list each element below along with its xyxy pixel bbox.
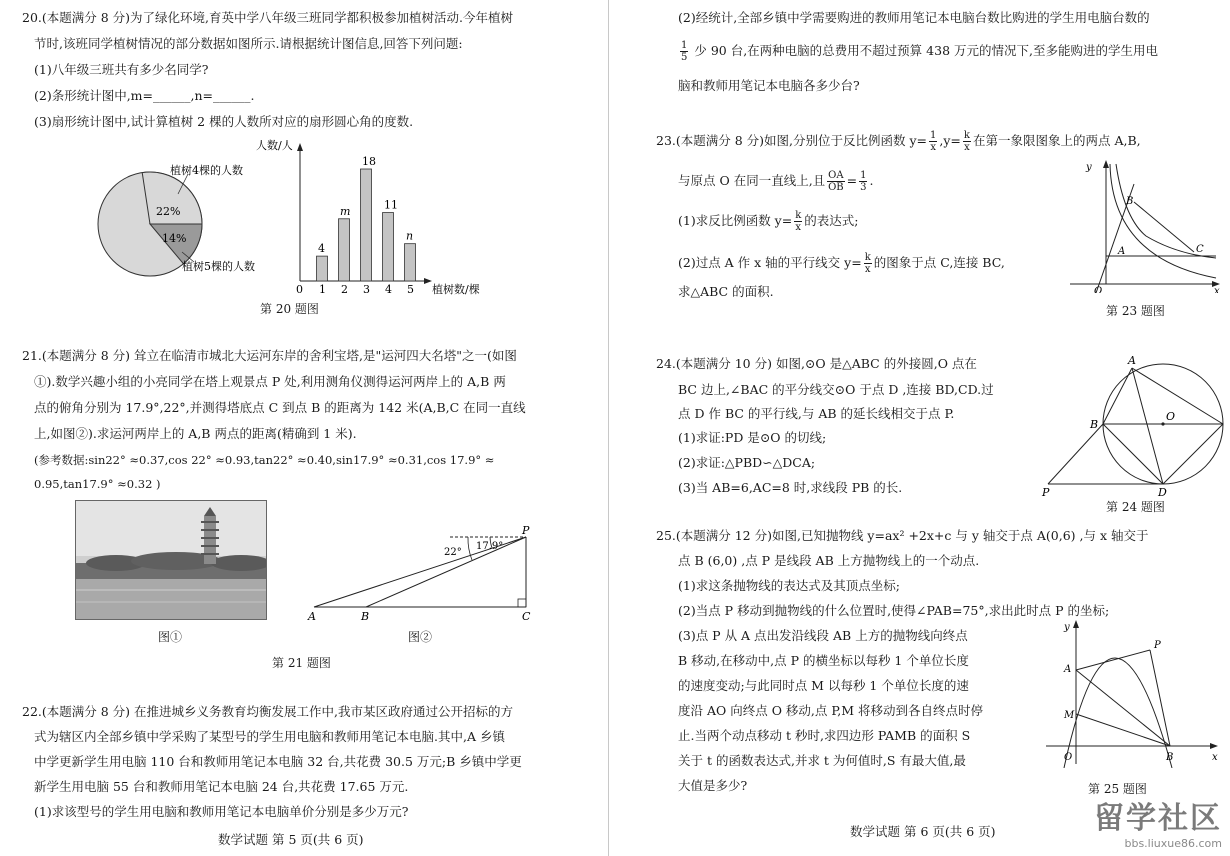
angle-diagram (300, 525, 540, 625)
angle-17-label: 17.9° (476, 541, 504, 552)
watermark (1094, 793, 1222, 850)
q24-d: D (1158, 486, 1167, 497)
q24-a: A (1128, 354, 1136, 367)
q22b-line-1: (2)经统计,全部乡镇中学需要购进的教师用笔记本电脑台数比购进的学生用电脑台数的 (678, 10, 1150, 25)
q24-b: B (1090, 418, 1099, 431)
q24-cd (1163, 424, 1223, 484)
q23-o-label: O (1094, 286, 1103, 293)
q23-curve-1x (1110, 164, 1216, 278)
q23-line-1c: 在第一象限图象上的两点 A,B, (972, 133, 1141, 148)
q21-line-2: ①).数学兴趣小组的小亮同学在塔上观景点 P 处,利用测角仪测得运河两岸上的 A,B 两 (34, 374, 506, 389)
q24-line-5: (2)求证:△PBD∽△DCA; (678, 455, 816, 470)
q23-f1-num: 1 (930, 130, 937, 141)
q23-y-arrow (1103, 160, 1109, 168)
q24-ad (1132, 368, 1163, 484)
q24-ab (1103, 368, 1132, 424)
q24-o: O (1166, 410, 1176, 423)
q23-c-label: C (1196, 244, 1204, 255)
bar (383, 213, 394, 281)
q23-line-1a: 23.(本题满分 8 分)如图,分别位于反比例函数 y= (656, 133, 928, 148)
q24-p: P (1042, 486, 1050, 497)
q24-ac (1132, 368, 1223, 424)
bar (339, 219, 350, 281)
pie-label-22: 22% (156, 205, 181, 218)
q22b-line-3: 脑和教师用笔记本电脑各多少台? (678, 78, 860, 93)
right-footer: 数学试题 第 6 页(共 6 页) (850, 824, 996, 839)
q25-p-label: P (1154, 640, 1161, 651)
q23-line-5: 求△ABC 的面积. (678, 284, 774, 299)
pie-label-14: 14% (162, 232, 187, 245)
q25-o-label: O (1064, 752, 1073, 763)
x-tick-label: 2 (341, 283, 348, 295)
q22-line-4: 新学生用电脑 55 台和教师用笔记本电脑 24 台,共花费 17.65 万元. (34, 779, 409, 794)
left-page (0, 0, 600, 856)
q23-line-4 (678, 252, 1005, 275)
q25-line-2: 点 B (6,0) ,点 P 是线段 AB 上方抛物线上的一个动点. (678, 553, 980, 568)
q24-line-6: (3)当 AB=6,AC=8 时,求线段 PB 的长. (678, 480, 903, 495)
x-tick-label: 5 (407, 283, 414, 295)
q22b-line-2 (678, 40, 1158, 63)
q21-line-1: 21.(本题满分 8 分) 耸立在临清市城北大运河东岸的舍利宝塔,是"运河四大名塔"之一(如图 (22, 348, 517, 363)
point-a: A (308, 610, 316, 623)
pagoda-photo (75, 500, 267, 620)
q24-line-4: (1)求证:PD 是⊙O 的切线; (678, 430, 827, 445)
q21-line-5: (参考数据:sin22° ≈0.37,cos 22° ≈0.93,tan22° ≈0.40,sin17.9° ≈0.31,cos 17.9° ≈ (34, 453, 495, 467)
q23-frac-2 (963, 130, 971, 153)
x-axis-arrow (424, 278, 432, 284)
q23-line-2 (678, 170, 873, 193)
bar (361, 169, 372, 281)
q21-caption: 第 21 题图 (272, 656, 331, 670)
q25-line-1: 25.(本题满分 12 分)如图,已知抛物线 y=ax² +2x+c 与 y 轴交于点 A(0,6) ,与 x 轴交于 (656, 528, 1149, 543)
watermark-logo: 留学社区 (1094, 801, 1222, 836)
pie-label-bottom: 植树5棵的人数 (182, 260, 255, 273)
page-divider (608, 0, 609, 856)
q23-b-label: B (1126, 196, 1134, 207)
pie-label-top: 植树4棵的人数 (170, 164, 243, 177)
angle-22-label: 22° (444, 547, 462, 558)
q23-frac-4 (864, 252, 872, 275)
q20-line-1: 20.(本题满分 8 分)为了绿化环境,育英中学八年级三班同学都积极参加植树活动.今年植树 (22, 10, 513, 25)
q22-line-2: 式为辖区内全部乡镇中学采购了某型号的学生用电脑和教师用笔记本电脑.其中,A 乡镇 (34, 729, 505, 744)
q23-ratio-den: OB (828, 182, 844, 193)
q25-graph (1042, 618, 1222, 768)
bar (317, 256, 328, 281)
q25-mb (1076, 714, 1170, 746)
q21-line-6: 0.95,tan17.9° ≈0.32 ) (34, 477, 161, 491)
q25-line-11: 大值是多少? (678, 778, 748, 793)
bar-data-label: 11 (384, 198, 398, 212)
q23-line-2c: . (869, 173, 874, 188)
point-c: C (522, 610, 531, 623)
q25-ab (1076, 670, 1170, 746)
bar-data-label: n (406, 229, 414, 243)
point-p: P (522, 525, 530, 537)
bar (405, 244, 416, 281)
y-axis-label: 人数/人 (256, 139, 293, 152)
q25-x-arrow (1210, 743, 1218, 749)
q25-y-arrow (1073, 620, 1079, 628)
left-footer: 数学试题 第 5 页(共 6 页) (218, 832, 364, 847)
q23-line-2b: = (846, 173, 858, 188)
q22b-frac-den: 5 (681, 52, 688, 63)
q22b-fraction (680, 40, 688, 63)
fig2-caption: 图② (408, 630, 433, 644)
q23-f1-den: x (930, 142, 937, 153)
point-b: B (361, 610, 370, 623)
q23-f4-den: x (864, 264, 871, 275)
y-axis-arrow (297, 143, 303, 151)
q23-ratio-val (859, 170, 867, 193)
bar-data-label: m (340, 204, 351, 218)
q23-line-2a: 与原点 O 在同一直线上,且 (678, 173, 826, 188)
angle-arc-22 (468, 537, 472, 560)
q25-line-7: 的速度变动;与此同时点 M 以每秒 1 个单位长度的速 (678, 678, 969, 693)
origin-label: 0 (296, 283, 303, 295)
q22-line-3: 中学更新学生用电脑 110 台和教师用笔记本电脑 32 台,共花费 30.5 万元;B 乡镇中学更 (34, 754, 522, 769)
q23-ratio-num: OA (828, 170, 844, 181)
x-tick-label: 3 (363, 283, 370, 295)
q25-x-label: x (1212, 752, 1218, 763)
q24-line-1: 24.(本题满分 10 分) 如图,⊙O 是△ABC 的外接圆,O 点在 (656, 356, 977, 371)
q20-line-4: (2)条形统计图中,m=______,n=______. (34, 88, 255, 103)
q21-line-3: 点的俯角分别为 17.9°,22°,并测得塔底点 C 到点 B 的距离为 142 米(A,B,C 在同一直线 (34, 400, 526, 415)
q25-line-9: 止.当两个动点移动 t 秒时,求四边形 PAMB 的面积 S (678, 728, 971, 743)
q21-line-4: 上,如图②).求运河两岸上的 A,B 两点的距离(精确到 1 米). (34, 426, 357, 441)
q23-frac-1 (929, 130, 937, 153)
q23-x-label: x (1214, 286, 1220, 293)
q20-line-3: (1)八年级三班共有多少名同学? (34, 62, 209, 77)
right-angle-mark (518, 599, 526, 607)
q24-line-2: BC 边上,∠BAC 的平分线交⊙O 于点 D ,连接 BD,CD.过 (678, 382, 994, 397)
q22b-line-2-text: 少 90 台,在两种电脑的总费用不超过预算 438 万元的情况下,至多能购进的学生用电 (694, 43, 1158, 58)
q22-line-1: 22.(本题满分 8 分) 在推进城乡义务教育均衡发展工作中,我市某区政府通过公开招标的方 (22, 704, 513, 719)
q24-caption: 第 24 题图 (1106, 500, 1165, 514)
q20-line-2: 节时,该班同学植树情况的部分数据如图所示.请根据统计图信息,回答下列问题: (34, 36, 463, 51)
right-page (622, 0, 1230, 856)
q23-line-3b: 的表达式; (804, 213, 859, 228)
q23-frac-3 (794, 210, 802, 233)
q24-diagram (1040, 352, 1225, 497)
q23-f2-num: k (963, 130, 970, 141)
q23-caption: 第 23 题图 (1106, 304, 1165, 318)
q23-ratio (827, 170, 844, 193)
q23-f2-den: x (964, 142, 970, 153)
bar-series (317, 155, 416, 295)
q23-f3-den: x (795, 222, 802, 233)
q23-line-4b: 的图象于点 C,连接 BC, (873, 255, 1005, 270)
q23-f3-num: k (795, 210, 802, 221)
q23-r-num: 1 (860, 170, 867, 181)
q25-line-4: (2)当点 P 移动到抛物线的什么位置时,使得∠PAB=75°,求出此时点 P 的坐标; (678, 603, 1110, 618)
q24-bd (1103, 424, 1163, 484)
q23-graph (1066, 158, 1226, 293)
q22-line-5: (1)求该型号的学生用电脑和教师用笔记本电脑单价分别是多少万元? (34, 804, 409, 819)
x-tick-label: 4 (385, 283, 392, 295)
x-axis-label: 植树数/棵 (432, 283, 480, 295)
q20-caption: 第 20 题图 (260, 302, 319, 316)
q25-ap (1076, 650, 1150, 670)
q24-pb (1048, 424, 1103, 484)
q22b-frac-num: 1 (681, 40, 688, 51)
q25-m-label: M (1064, 710, 1075, 721)
q25-parabola (1064, 658, 1172, 768)
bar-data-label: 4 (318, 242, 325, 256)
q23-line-3a: (1)求反比例函数 y= (678, 213, 793, 228)
watermark-url: bbs.liuxue86.com (1124, 837, 1222, 850)
bar-chart (250, 135, 500, 295)
x-tick-label: 1 (319, 283, 326, 295)
q24-center-dot (1161, 422, 1164, 425)
q23-f4-num: k (864, 252, 871, 263)
q25-line-6: B 移动,在移动中,点 P 的横坐标以每秒 1 个单位长度 (678, 653, 969, 668)
q25-pb (1150, 650, 1170, 746)
q25-caption: 第 25 题图 (1088, 782, 1147, 796)
bar-data-label: 18 (362, 155, 376, 168)
q25-line-3: (1)求这条抛物线的表达式及其顶点坐标; (678, 578, 900, 593)
q23-a-label: A (1118, 246, 1126, 257)
q25-y-label: y (1064, 622, 1070, 633)
q25-b-label: B (1166, 752, 1174, 763)
q25-line-8: 度沿 AO 向终点 O 移动,点 P,M 将移动到各自终点时停 (678, 703, 983, 718)
q23-line-1b: ,y= (939, 133, 961, 148)
q23-line-4a: (2)过点 A 作 x 轴的平行线交 y= (678, 255, 862, 270)
q20-line-5: (3)扇形统计图中,试计算植树 2 棵的人数所对应的扇形圆心角的度数. (34, 114, 414, 129)
q25-line-10: 关于 t 的函数表达式,并求 t 为何值时,S 有最大值,最 (678, 753, 966, 768)
pagoda-photo-image (76, 501, 266, 619)
q25-line-5: (3)点 P 从 A 点出发沿线段 AB 上方的抛物线向终点 (678, 628, 968, 643)
q25-a-label: A (1064, 664, 1072, 675)
fig1-caption: 图① (158, 630, 183, 644)
q23-line-3 (678, 210, 859, 233)
q23-r-den: 3 (860, 182, 867, 193)
q23-line-1 (656, 130, 1141, 153)
q24-line-3: 点 D 作 BC 的平行线,与 AB 的延长线相交于点 P. (678, 406, 955, 421)
q23-y-label: y (1086, 162, 1092, 173)
